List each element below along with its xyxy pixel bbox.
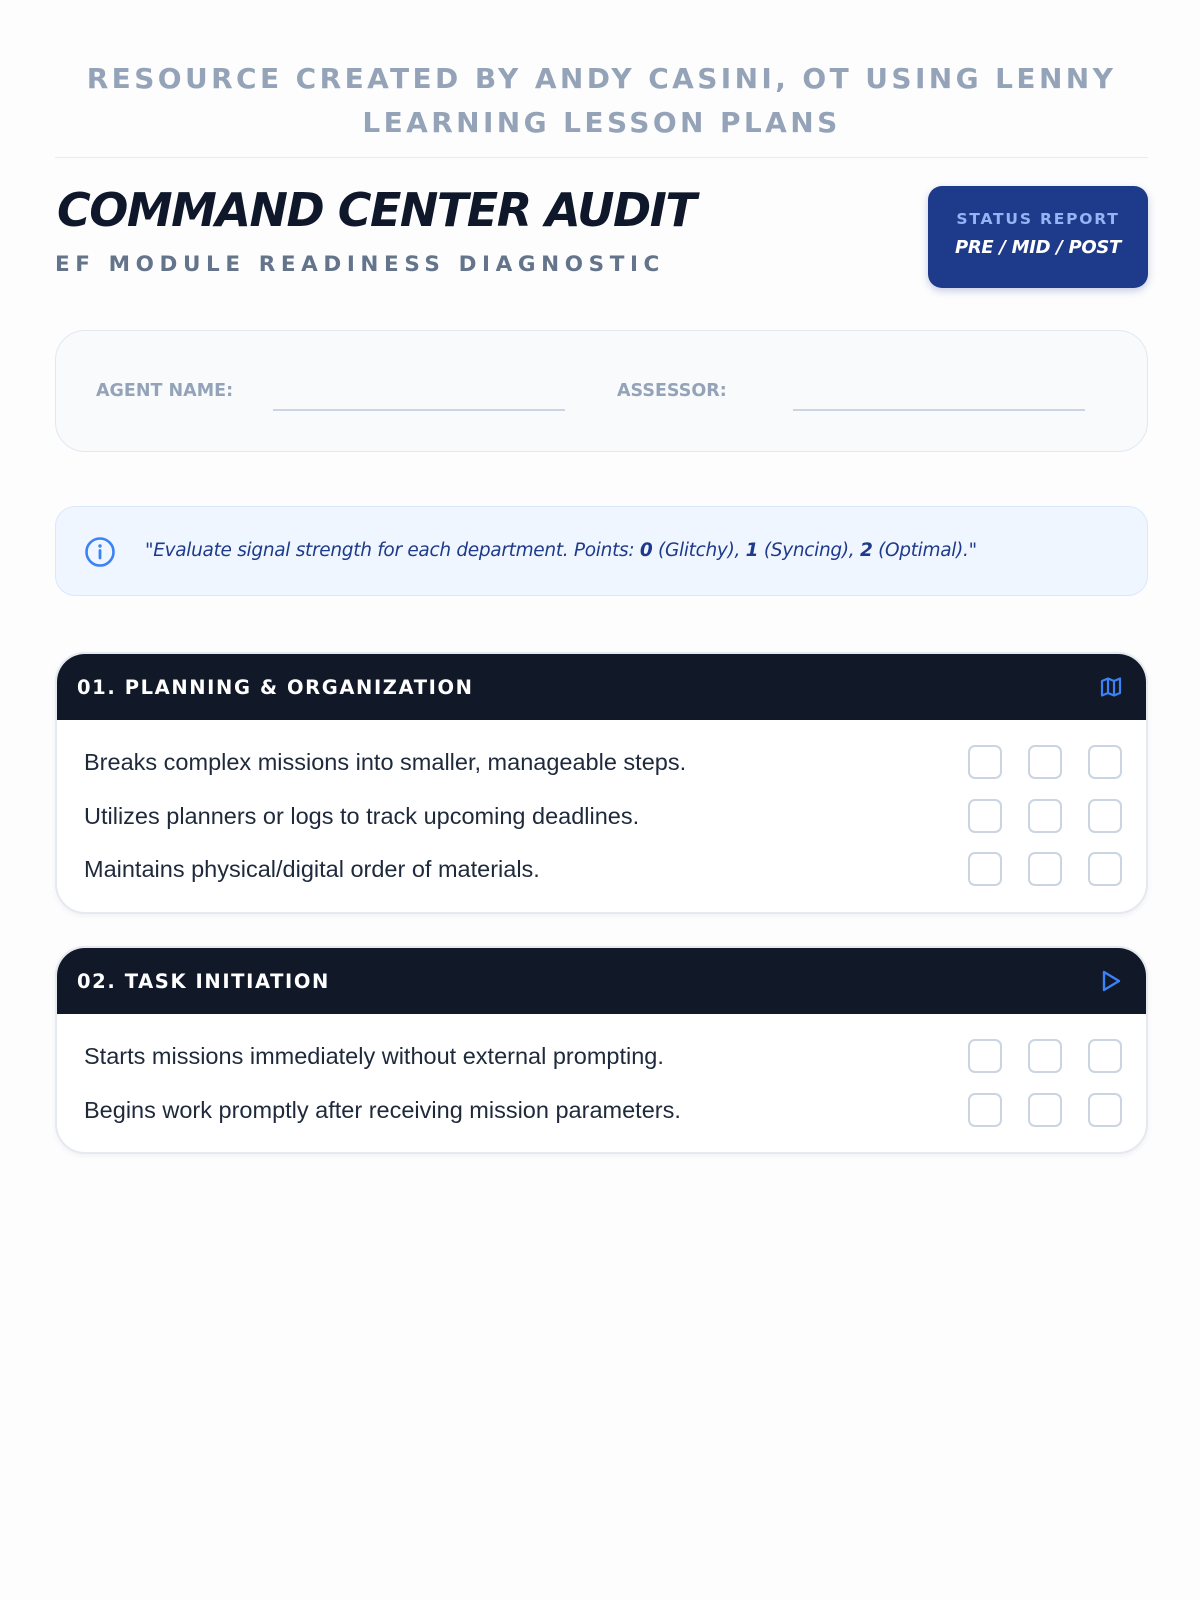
score-checkbox-1[interactable]: [1028, 799, 1062, 833]
status-badge: [928, 186, 1148, 288]
instructions-banner: [55, 506, 1148, 596]
instructions-fragment: (Syncing),: [758, 540, 860, 561]
assessor-field[interactable]: [793, 409, 1085, 411]
score-checkbox-1[interactable]: [1028, 1039, 1062, 1073]
status-value: PRE / MID / POST: [954, 237, 1122, 258]
checklist-row: [57, 1093, 1146, 1147]
play-icon: [1098, 968, 1124, 994]
point-value: 0: [639, 540, 653, 561]
instructions-fragment: (Glitchy),: [652, 540, 746, 561]
instructions-fragment: (Optimal).": [872, 540, 977, 561]
checklist-item-text: Maintains physical/digital order of materials.: [84, 856, 540, 882]
credit-line: RESOURCE CREATED BY ANDY CASINI, OT USING LENNY LEARNING LESSON PLANS: [86, 62, 1117, 139]
agent-name-field[interactable]: [273, 409, 565, 411]
checklist-item-text: Starts missions immediately without external prompting.: [84, 1043, 664, 1069]
checklist-item-text: Breaks complex missions into smaller, manageable steps.: [84, 749, 687, 775]
section-card: [55, 652, 1148, 914]
page-subtitle: EF MODULE READINESS DIAGNOSTIC: [55, 252, 665, 277]
checklist-item-text: Utilizes planners or logs to track upcoming deadlines.: [84, 802, 640, 829]
agent-name-label: AGENT NAME:: [96, 381, 234, 401]
section-card: [55, 946, 1148, 1154]
score-checkbox-1[interactable]: [1028, 852, 1062, 886]
checklist-item-text: Begins work promptly after receiving mission parameters.: [84, 1096, 681, 1123]
name-card: [55, 330, 1148, 452]
assessor-label: ASSESSOR:: [617, 381, 727, 401]
section-title: 02. TASK INITIATION: [77, 970, 330, 993]
checklist: [57, 1014, 1146, 1146]
map-icon: [1098, 674, 1124, 700]
score-checkbox-0[interactable]: [968, 1093, 1002, 1127]
score-checkbox-2[interactable]: [1088, 745, 1122, 779]
point-value: 2: [859, 540, 873, 561]
score-checkbox-1[interactable]: [1028, 1093, 1062, 1127]
page-title: COMMAND CENTER AUDIT: [57, 183, 696, 237]
score-checkbox-2[interactable]: [1088, 799, 1122, 833]
score-checkbox-0[interactable]: [968, 1039, 1002, 1073]
section-title: 01. PLANNING & ORGANIZATION: [77, 676, 474, 699]
score-checkbox-2[interactable]: [1088, 1093, 1122, 1127]
score-checkbox-0[interactable]: [968, 799, 1002, 833]
status-label: STATUS REPORT: [956, 210, 1120, 228]
info-icon: [84, 536, 116, 568]
score-checkbox-2[interactable]: [1088, 852, 1122, 886]
checklist-row: [57, 852, 1146, 906]
section-header: [57, 948, 1146, 1014]
divider: [55, 157, 1148, 158]
checklist: [57, 720, 1146, 906]
section-header: [57, 654, 1146, 720]
point-value: 1: [745, 540, 759, 561]
score-checkbox-0[interactable]: [968, 852, 1002, 886]
checklist-row: [57, 799, 1146, 853]
score-checkbox-0[interactable]: [968, 745, 1002, 779]
checklist-row: [57, 745, 1146, 799]
score-checkbox-2[interactable]: [1088, 1039, 1122, 1073]
instructions-text: [145, 540, 977, 561]
page: [55, 0, 1148, 1600]
score-checkbox-1[interactable]: [1028, 745, 1062, 779]
checklist-row: [57, 1039, 1146, 1093]
instructions-fragment: "Evaluate signal strength for each department. Points:: [145, 540, 640, 561]
